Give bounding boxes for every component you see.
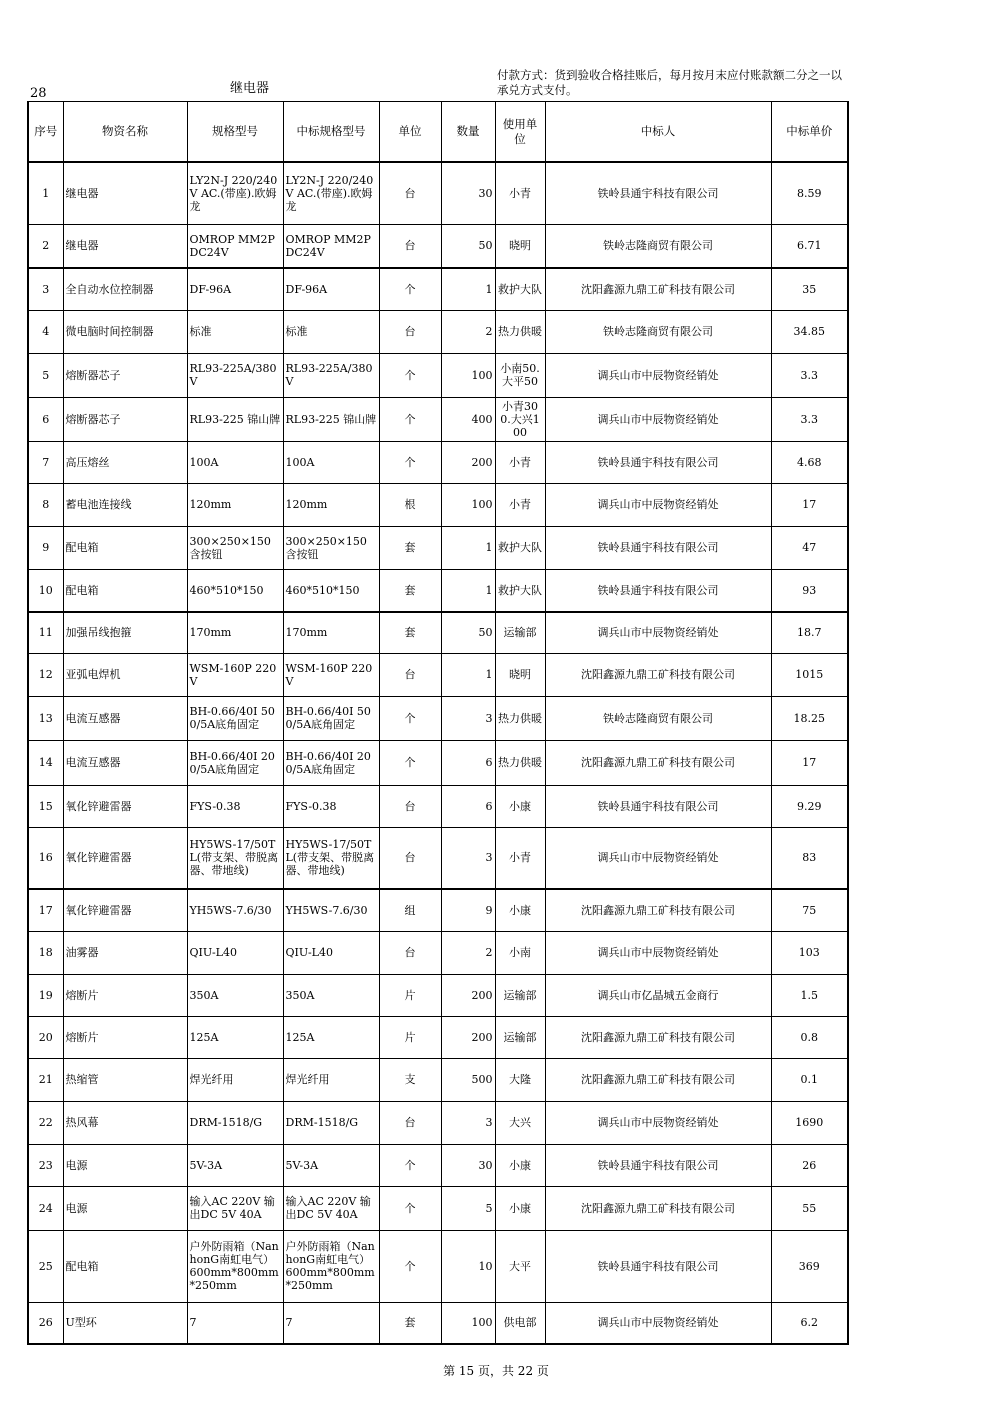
table-cell-qty: 100 — [441, 353, 495, 397]
table-row — [28, 740, 848, 785]
table-cell-unit: 台 — [379, 785, 441, 827]
table-cell-name: 熔断器芯子 — [63, 397, 187, 441]
table-cell-qty: 30 — [441, 162, 495, 224]
col-header-spec: 规格型号 — [187, 102, 283, 163]
table-cell-seq: 16 — [28, 827, 63, 889]
table-cell-price: 6.2 — [771, 1302, 848, 1344]
table-cell-bid-spec: 100A — [283, 441, 379, 483]
table-cell-bid-spec: FYS-0.38 — [283, 785, 379, 827]
table-cell-bid-spec: 标准 — [283, 310, 379, 353]
table-row — [28, 353, 848, 397]
table-cell-bid-spec: QIU-L40 — [283, 931, 379, 974]
table-cell-unit: 个 — [379, 740, 441, 785]
table-cell-name: 全自动水位控制器 — [63, 268, 187, 310]
table-cell-user: 大平 — [495, 1230, 545, 1302]
table-cell-bid-spec: BH-0.66/40Ⅰ 200/5A底角固定 — [283, 740, 379, 785]
table-cell-unit: 个 — [379, 1144, 441, 1186]
table-cell-vendor: 铁岭县通宇科技有限公司 — [545, 569, 771, 612]
table-row — [28, 827, 848, 889]
table-cell-vendor: 调兵山市中辰物资经销处 — [545, 612, 771, 653]
table-cell-bid-spec: RL93-225A/380V — [283, 353, 379, 397]
table-cell-seq: 2 — [28, 224, 63, 268]
table-cell-spec: DF-96A — [187, 268, 283, 310]
table-cell-user: 救护大队 — [495, 526, 545, 569]
table-cell-vendor: 铁岭县通宇科技有限公司 — [545, 1230, 771, 1302]
table-cell-vendor: 调兵山市中辰物资经销处 — [545, 827, 771, 889]
table-cell-vendor: 沈阳鑫源九鼎工矿科技有限公司 — [545, 1058, 771, 1101]
table-cell-seq: 21 — [28, 1058, 63, 1101]
table-cell-name: 氧化锌避雷器 — [63, 827, 187, 889]
table-cell-price: 1.5 — [771, 974, 848, 1016]
table-cell-unit: 个 — [379, 1186, 441, 1230]
table-cell-seq: 3 — [28, 268, 63, 310]
table-cell-bid-spec: 350A — [283, 974, 379, 1016]
table-cell-vendor: 调兵山市中辰物资经销处 — [545, 397, 771, 441]
table-cell-vendor: 铁岭志隆商贸有限公司 — [545, 224, 771, 268]
table-cell-bid-spec: 焊光纤用 — [283, 1058, 379, 1101]
table-row — [28, 224, 848, 268]
table-cell-bid-spec: HY5WS-17/50TL(带支架、带脱离器、带地线) — [283, 827, 379, 889]
table-cell-price: 17 — [771, 483, 848, 526]
table-row — [28, 1302, 848, 1344]
table-cell-name: 电源 — [63, 1144, 187, 1186]
table-row — [28, 612, 848, 653]
table-cell-bid-spec: 120mm — [283, 483, 379, 526]
table-cell-user: 运输部 — [495, 612, 545, 653]
table-cell-price: 0.8 — [771, 1016, 848, 1058]
table-cell-user: 晓明 — [495, 653, 545, 696]
table-cell-user: 小青 — [495, 827, 545, 889]
table-cell-seq: 25 — [28, 1230, 63, 1302]
table-cell-user: 大兴 — [495, 1101, 545, 1144]
table-cell-qty: 400 — [441, 397, 495, 441]
table-cell-spec: 100A — [187, 441, 283, 483]
table-cell-name: 配电箱 — [63, 569, 187, 612]
table-cell-bid-spec: 300×250×150 含按钮 — [283, 526, 379, 569]
table-cell-seq: 20 — [28, 1016, 63, 1058]
table-cell-price: 0.1 — [771, 1058, 848, 1101]
table-body — [28, 162, 848, 1344]
table-cell-spec: BH-0.66/40Ⅰ 500/5A底角固定 — [187, 696, 283, 740]
table-cell-bid-spec: RL93-225 锦山牌 — [283, 397, 379, 441]
table-cell-user: 小康 — [495, 889, 545, 931]
table-cell-name: 熔断器芯子 — [63, 353, 187, 397]
table-cell-name: 熔断片 — [63, 974, 187, 1016]
table-row — [28, 931, 848, 974]
table-cell-seq: 13 — [28, 696, 63, 740]
table-cell-price: 1015 — [771, 653, 848, 696]
table-cell-bid-spec: DF-96A — [283, 268, 379, 310]
table-cell-user: 小青 — [495, 441, 545, 483]
table-cell-vendor: 调兵山市中辰物资经销处 — [545, 1302, 771, 1344]
category-title: 继电器 — [230, 81, 270, 96]
table-cell-bid-spec: LY2N-J 220/240V AC.(带座).欧姆龙 — [283, 162, 379, 224]
table-cell-spec: 焊光纤用 — [187, 1058, 283, 1101]
table-cell-price: 93 — [771, 569, 848, 612]
table-cell-qty: 5 — [441, 1186, 495, 1230]
table-cell-user: 小南 — [495, 931, 545, 974]
table-cell-qty: 200 — [441, 1016, 495, 1058]
table-cell-price: 8.59 — [771, 162, 848, 224]
table-cell-unit: 套 — [379, 612, 441, 653]
table-cell-bid-spec: WSM-160P 220V — [283, 653, 379, 696]
table-cell-price: 6.71 — [771, 224, 848, 268]
table-cell-seq: 11 — [28, 612, 63, 653]
table-cell-name: 油雾器 — [63, 931, 187, 974]
table-cell-spec: 125A — [187, 1016, 283, 1058]
table-row — [28, 1101, 848, 1144]
table-row — [28, 1230, 848, 1302]
table-cell-unit: 片 — [379, 1016, 441, 1058]
table-cell-user: 救护大队 — [495, 268, 545, 310]
table-row — [28, 653, 848, 696]
table-cell-spec: 120mm — [187, 483, 283, 526]
table-cell-user: 小青 — [495, 162, 545, 224]
table-cell-user: 小康 — [495, 1144, 545, 1186]
table-cell-seq: 14 — [28, 740, 63, 785]
table-cell-vendor: 调兵山市中辰物资经销处 — [545, 1101, 771, 1144]
table-cell-vendor: 铁岭县通宇科技有限公司 — [545, 441, 771, 483]
table-cell-seq: 19 — [28, 974, 63, 1016]
table-cell-qty: 1 — [441, 268, 495, 310]
table-cell-name: 氧化锌避雷器 — [63, 889, 187, 931]
table-cell-bid-spec: BH-0.66/40Ⅰ 500/5A底角固定 — [283, 696, 379, 740]
table-cell-user: 小南50.大平50 — [495, 353, 545, 397]
col-header-bid-spec: 中标规格型号 — [283, 102, 379, 163]
table-cell-qty: 30 — [441, 1144, 495, 1186]
table-cell-seq: 23 — [28, 1144, 63, 1186]
table-cell-price: 4.68 — [771, 441, 848, 483]
table-cell-seq: 6 — [28, 397, 63, 441]
table-cell-spec: 350A — [187, 974, 283, 1016]
table-cell-qty: 6 — [441, 785, 495, 827]
table-cell-spec: RL93-225 锦山牌 — [187, 397, 283, 441]
table-cell-seq: 4 — [28, 310, 63, 353]
table-cell-bid-spec: 460*510*150 — [283, 569, 379, 612]
table-cell-seq: 1 — [28, 162, 63, 224]
table-cell-unit: 套 — [379, 569, 441, 612]
table-cell-user: 热力供暖 — [495, 696, 545, 740]
table-cell-spec: BH-0.66/40Ⅰ 200/5A底角固定 — [187, 740, 283, 785]
table-cell-spec: FYS-0.38 — [187, 785, 283, 827]
table-cell-vendor: 沈阳鑫源九鼎工矿科技有限公司 — [545, 653, 771, 696]
table-cell-vendor: 铁岭县通宇科技有限公司 — [545, 526, 771, 569]
procurement-table — [27, 101, 849, 1345]
table-cell-qty: 2 — [441, 310, 495, 353]
table-row — [28, 696, 848, 740]
table-cell-price: 75 — [771, 889, 848, 931]
table-cell-spec: YH5WS-7.6/30 — [187, 889, 283, 931]
table-row — [28, 310, 848, 353]
table-cell-bid-spec: OMROP MM2P DC24V — [283, 224, 379, 268]
col-header-qty: 数量 — [441, 102, 495, 163]
sheet-number: 28 — [30, 86, 47, 101]
table-row — [28, 526, 848, 569]
table-cell-price: 3.3 — [771, 397, 848, 441]
table-cell-price: 1690 — [771, 1101, 848, 1144]
table-cell-vendor: 沈阳鑫源九鼎工矿科技有限公司 — [545, 1016, 771, 1058]
table-cell-name: 配电箱 — [63, 526, 187, 569]
table-cell-qty: 1 — [441, 569, 495, 612]
page-footer: 第 15 页，共 22 页 — [443, 1364, 549, 1378]
table-cell-user: 供电部 — [495, 1302, 545, 1344]
table-cell-price: 3.3 — [771, 353, 848, 397]
table-cell-name: 蓄电池连接线 — [63, 483, 187, 526]
table-cell-user: 热力供暖 — [495, 310, 545, 353]
table-cell-seq: 18 — [28, 931, 63, 974]
table-cell-unit: 台 — [379, 162, 441, 224]
table-cell-seq: 10 — [28, 569, 63, 612]
table-cell-unit: 台 — [379, 224, 441, 268]
table-cell-name: 加强吊线抱箍 — [63, 612, 187, 653]
table-cell-qty: 500 — [441, 1058, 495, 1101]
table-cell-qty: 3 — [441, 827, 495, 889]
table-cell-qty: 10 — [441, 1230, 495, 1302]
table-row — [28, 483, 848, 526]
table-cell-name: 高压熔丝 — [63, 441, 187, 483]
table-cell-user: 小青 — [495, 483, 545, 526]
table-cell-seq: 8 — [28, 483, 63, 526]
table-row — [28, 785, 848, 827]
table-cell-user: 大隆 — [495, 1058, 545, 1101]
table-cell-bid-spec: YH5WS-7.6/30 — [283, 889, 379, 931]
table-cell-user: 小青300.大兴100 — [495, 397, 545, 441]
table-row — [28, 397, 848, 441]
table-cell-unit: 个 — [379, 441, 441, 483]
table-cell-seq: 15 — [28, 785, 63, 827]
table-cell-unit: 支 — [379, 1058, 441, 1101]
table-row — [28, 569, 848, 612]
table-cell-qty: 1 — [441, 653, 495, 696]
table-cell-seq: 12 — [28, 653, 63, 696]
table-cell-bid-spec: 输入AC 220V 输出DC 5V 40A — [283, 1186, 379, 1230]
table-cell-user: 热力供暖 — [495, 740, 545, 785]
table-cell-vendor: 沈阳鑫源九鼎工矿科技有限公司 — [545, 740, 771, 785]
table-cell-vendor: 调兵山市中辰物资经销处 — [545, 353, 771, 397]
table-cell-spec: HY5WS-17/50TL(带支架、带脱离器、带地线) — [187, 827, 283, 889]
table-cell-price: 34.85 — [771, 310, 848, 353]
table-cell-qty: 3 — [441, 696, 495, 740]
col-header-unit: 单位 — [379, 102, 441, 163]
table-row — [28, 1186, 848, 1230]
table-cell-qty: 200 — [441, 441, 495, 483]
table-cell-user: 运输部 — [495, 974, 545, 1016]
table-cell-price: 18.25 — [771, 696, 848, 740]
table-cell-vendor: 铁岭志隆商贸有限公司 — [545, 310, 771, 353]
table-cell-seq: 22 — [28, 1101, 63, 1144]
table-cell-seq: 24 — [28, 1186, 63, 1230]
table-cell-unit: 根 — [379, 483, 441, 526]
table-cell-unit: 台 — [379, 310, 441, 353]
table-cell-name: U型环 — [63, 1302, 187, 1344]
table-cell-name: 电流互感器 — [63, 696, 187, 740]
table-cell-name: 熔断片 — [63, 1016, 187, 1058]
table-cell-spec: WSM-160P 220V — [187, 653, 283, 696]
table-cell-spec: LY2N-J 220/240V AC.(带座).欧姆龙 — [187, 162, 283, 224]
table-cell-spec: 460*510*150 — [187, 569, 283, 612]
table-cell-unit: 个 — [379, 1230, 441, 1302]
col-header-name: 物资名称 — [63, 102, 187, 163]
table-cell-name: 热风幕 — [63, 1101, 187, 1144]
table-row — [28, 1144, 848, 1186]
table-cell-name: 氧化锌避雷器 — [63, 785, 187, 827]
table-cell-seq: 7 — [28, 441, 63, 483]
table-cell-name: 电流互感器 — [63, 740, 187, 785]
table-cell-vendor: 铁岭县通宇科技有限公司 — [545, 162, 771, 224]
table-cell-name: 继电器 — [63, 162, 187, 224]
table-cell-price: 103 — [771, 931, 848, 974]
table-cell-unit: 片 — [379, 974, 441, 1016]
table-cell-price: 9.29 — [771, 785, 848, 827]
table-cell-spec: 标准 — [187, 310, 283, 353]
table-row — [28, 1016, 848, 1058]
table-cell-bid-spec: 5V-3A — [283, 1144, 379, 1186]
payment-terms: 付款方式：货到验收合格挂账后，每月按月末应付账款额二分之一以承兑方式支付。 — [497, 68, 842, 97]
table-cell-qty: 200 — [441, 974, 495, 1016]
table-cell-user: 救护大队 — [495, 569, 545, 612]
table-cell-bid-spec: 170mm — [283, 612, 379, 653]
table-cell-seq: 17 — [28, 889, 63, 931]
table-cell-qty: 3 — [441, 1101, 495, 1144]
table-cell-name: 配电箱 — [63, 1230, 187, 1302]
table-cell-qty: 1 — [441, 526, 495, 569]
table-cell-spec: RL93-225A/380V — [187, 353, 283, 397]
table-cell-user: 小康 — [495, 1186, 545, 1230]
table-cell-name: 继电器 — [63, 224, 187, 268]
table-cell-unit: 个 — [379, 696, 441, 740]
table-cell-unit: 台 — [379, 827, 441, 889]
table-cell-price: 83 — [771, 827, 848, 889]
table-cell-bid-spec: DRM-1518/G — [283, 1101, 379, 1144]
col-header-seq: 序号 — [28, 102, 63, 163]
table-cell-spec: DRM-1518/G — [187, 1101, 283, 1144]
table-row — [28, 889, 848, 931]
table-cell-price: 18.7 — [771, 612, 848, 653]
table-cell-name: 电源 — [63, 1186, 187, 1230]
table-cell-vendor: 铁岭县通宇科技有限公司 — [545, 785, 771, 827]
table-cell-price: 35 — [771, 268, 848, 310]
table-cell-vendor: 铁岭志隆商贸有限公司 — [545, 696, 771, 740]
table-cell-name: 热缩管 — [63, 1058, 187, 1101]
table-row — [28, 441, 848, 483]
table-cell-vendor: 沈阳鑫源九鼎工矿科技有限公司 — [545, 889, 771, 931]
table-cell-price: 369 — [771, 1230, 848, 1302]
table-cell-user: 晓明 — [495, 224, 545, 268]
table-cell-seq: 5 — [28, 353, 63, 397]
col-header-user: 使用单位 — [495, 102, 545, 163]
table-cell-vendor: 调兵山市中辰物资经销处 — [545, 483, 771, 526]
table-cell-unit: 台 — [379, 1101, 441, 1144]
table-cell-unit: 台 — [379, 931, 441, 974]
table-cell-unit: 套 — [379, 526, 441, 569]
table-cell-spec: QIU-L40 — [187, 931, 283, 974]
table-cell-bid-spec: 户外防雨箱（NanhonG南虹电气）600mm*800mm*250mm — [283, 1230, 379, 1302]
table-cell-qty: 100 — [441, 483, 495, 526]
table-cell-unit: 套 — [379, 1302, 441, 1344]
table-cell-unit: 个 — [379, 397, 441, 441]
table-cell-qty: 50 — [441, 612, 495, 653]
table-cell-qty: 50 — [441, 224, 495, 268]
table-cell-unit: 个 — [379, 268, 441, 310]
table-row — [28, 162, 848, 224]
table-cell-qty: 100 — [441, 1302, 495, 1344]
table-cell-vendor: 沈阳鑫源九鼎工矿科技有限公司 — [545, 1186, 771, 1230]
table-cell-seq: 26 — [28, 1302, 63, 1344]
table-cell-unit: 台 — [379, 653, 441, 696]
table-cell-spec: 5V-3A — [187, 1144, 283, 1186]
table-cell-unit: 个 — [379, 353, 441, 397]
table-cell-qty: 9 — [441, 889, 495, 931]
table-cell-name: 微电脑时间控制器 — [63, 310, 187, 353]
table-cell-spec: 7 — [187, 1302, 283, 1344]
table-header-row — [28, 102, 848, 163]
table-cell-price: 55 — [771, 1186, 848, 1230]
table-row — [28, 268, 848, 310]
table-cell-qty: 6 — [441, 740, 495, 785]
table-row — [28, 974, 848, 1016]
table-cell-spec: 170mm — [187, 612, 283, 653]
table-cell-price: 26 — [771, 1144, 848, 1186]
table-cell-qty: 2 — [441, 931, 495, 974]
table-cell-unit: 组 — [379, 889, 441, 931]
table-cell-vendor: 调兵山市亿晶城五金商行 — [545, 974, 771, 1016]
table-cell-spec: 300×250×150 含按钮 — [187, 526, 283, 569]
table-cell-spec: 户外防雨箱（NanhonG南虹电气）600mm*800mm*250mm — [187, 1230, 283, 1302]
table-cell-vendor: 铁岭县通宇科技有限公司 — [545, 1144, 771, 1186]
table-cell-spec: OMROP MM2P DC24V — [187, 224, 283, 268]
col-header-vendor: 中标人 — [545, 102, 771, 163]
table-cell-name: 亚弧电焊机 — [63, 653, 187, 696]
table-cell-user: 运输部 — [495, 1016, 545, 1058]
col-header-price: 中标单价 — [771, 102, 848, 163]
table-row — [28, 1058, 848, 1101]
table-cell-seq: 9 — [28, 526, 63, 569]
table-cell-bid-spec: 125A — [283, 1016, 379, 1058]
table-cell-spec: 输入AC 220V 输出DC 5V 40A — [187, 1186, 283, 1230]
table-cell-price: 17 — [771, 740, 848, 785]
table-cell-bid-spec: 7 — [283, 1302, 379, 1344]
table-cell-vendor: 沈阳鑫源九鼎工矿科技有限公司 — [545, 268, 771, 310]
table-cell-user: 小康 — [495, 785, 545, 827]
table-cell-price: 47 — [771, 526, 848, 569]
table-cell-vendor: 调兵山市中辰物资经销处 — [545, 931, 771, 974]
